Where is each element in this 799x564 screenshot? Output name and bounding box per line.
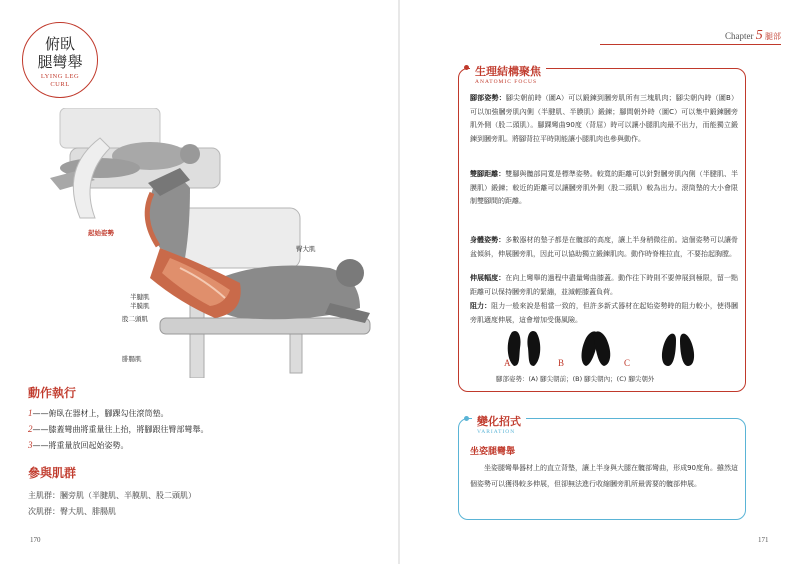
step-text: ——俯臥在器材上，腳踝勾住滾筒墊。	[32, 409, 169, 418]
lying-leg-curl-illustration	[40, 108, 380, 378]
variation-text: 坐姿腿彎舉器材上的直立背墊，讓上半身與大腿在髖部彎曲，形成90度角。雖然這個姿勢可以獲得較多伸展，但卻無法進行收縮膕旁肌所最需要的髖部伸展。	[470, 464, 738, 488]
foot-position-figures	[500, 326, 720, 372]
foot-pair-b	[582, 331, 611, 366]
step-2	[28, 424, 209, 435]
foot-label-c: C	[624, 358, 631, 368]
page-number-left: 170	[30, 536, 41, 544]
para-head: 腳部姿勢：	[470, 94, 506, 102]
para-head: 阻力：	[470, 302, 492, 310]
anatomic-focus-title	[470, 60, 546, 85]
chapter-header	[725, 28, 781, 44]
para-text: 雙腳與髖部同寬是標準姿勢。較寬的距離可以針對膕旁肌內側（半腱肌、半膜肌）鍛鍊；較近的距離可以讓膕旁肌外側（股二頭肌）較為出力。滾筒墊的大小會限制雙腳間的距離。	[470, 170, 739, 206]
bullet-dot	[464, 65, 469, 70]
chapter-category: 腿部	[765, 32, 781, 41]
step-number: 3	[28, 440, 33, 450]
chapter-rule	[600, 44, 781, 45]
title-en-line2: CURL	[50, 81, 70, 88]
para-range	[470, 272, 738, 299]
focus-title-zh: 生理結構聚焦	[475, 65, 541, 78]
primary-muscles: 主肌群：膕旁肌（半腱肌、半膜肌、股二頭肌）	[28, 491, 196, 500]
para-text: 多數器材的墊子都是在髖部的高度，讓上半身稍微往前。這個姿勢可以讓骨盆傾斜，伸展膕旁肌，因此可以協助獨立鍛鍊肌肉。動作時脊椎拉直，不要抬起胸膛。	[470, 236, 739, 258]
para-text: 腳尖朝前時（圖A）可以鍛鍊到膕旁肌所有三塊肌肉；腳尖朝內時（圖B）可以加強膕旁肌內側（半腱肌、半膜肌）鍛鍊；腳間朝外時（圖C）可以集中鍛鍊膕旁肌外側（股二頭肌）。腳踝彎曲90度（背屈）時可以讓小腿肌肉最不出力，而能獨立鍛鍊到膕旁肌。將腳背拉平時則能讓小腿肌肉也參與動作。	[470, 94, 739, 143]
label-gastrocnemius: 腓腸肌	[122, 355, 142, 363]
title-zh-line2: 腿彎舉	[37, 53, 83, 71]
label-biceps-femoris: 股二頭肌	[122, 315, 148, 323]
step-number: 2	[28, 424, 33, 434]
para-head: 雙腳距離：	[470, 170, 506, 178]
variation-title-zh: 變化招式	[477, 415, 521, 428]
step-text: ——膝蓋彎曲將重量往上抬，將腳跟往臀部彎舉。	[32, 425, 209, 434]
foot-pair-c	[662, 334, 694, 366]
label-start-position: 起始姿勢	[88, 229, 114, 237]
exercise-title-badge	[22, 22, 98, 98]
foot-label-b: B	[558, 358, 565, 368]
left-page	[0, 0, 399, 564]
right-page	[400, 0, 799, 564]
variation-title	[472, 410, 526, 435]
bullet-dot	[464, 416, 469, 421]
title-en-line1: LYING LEG	[40, 73, 80, 80]
secondary-muscles: 次肌群：臀大肌、腓腸肌	[28, 507, 116, 516]
variation-title-en: VARIATION	[477, 429, 516, 435]
step-3	[28, 440, 129, 451]
label-glute: 臀大肌	[296, 245, 316, 253]
label-semimembranosus: 半膜肌	[130, 302, 150, 310]
muscles-heading: 參與肌群	[28, 466, 77, 480]
chapter-word: Chapter	[725, 31, 754, 41]
para-text: 在向上彎舉的過程中盡量彎曲膝蓋。動作往下時則不要伸展到極限，留一點距離可以保持膕旁肌的緊繃，並減輕膝蓋負荷。	[470, 274, 739, 296]
step-1	[28, 408, 169, 419]
para-resistance	[470, 300, 738, 327]
title-zh-line1: 俯臥	[44, 35, 75, 53]
para-body-position	[470, 234, 738, 261]
step-text: ——將重量放回起始姿勢。	[32, 441, 129, 450]
variation-subtitle: 坐姿腿彎舉	[470, 447, 516, 457]
page-number-right: 171	[758, 536, 769, 544]
foot-pair-a	[508, 331, 541, 366]
para-foot-position	[470, 92, 738, 146]
label-semitendinosus: 半腱肌	[130, 293, 150, 301]
para-feet-distance	[470, 168, 738, 209]
step-number: 1	[28, 408, 33, 418]
para-head: 伸展幅度：	[470, 274, 506, 282]
para-head: 身體姿勢：	[470, 236, 506, 244]
execution-heading: 動作執行	[28, 386, 77, 400]
para-text: 阻力一般來說是相當一致的，但許多新式器材在起始姿勢時的阻力較小，使得膕旁肌適度伸展，這會增加受傷風險。	[470, 302, 739, 324]
focus-title-en: ANATOMIC FOCUS	[475, 79, 538, 85]
chapter-number: 5	[755, 28, 763, 43]
foot-caption: 腳部姿勢：(A) 腳尖朝前；(B) 腳尖朝內；(C) 腳尖朝外	[496, 375, 655, 383]
foot-label-a: A	[504, 358, 511, 368]
